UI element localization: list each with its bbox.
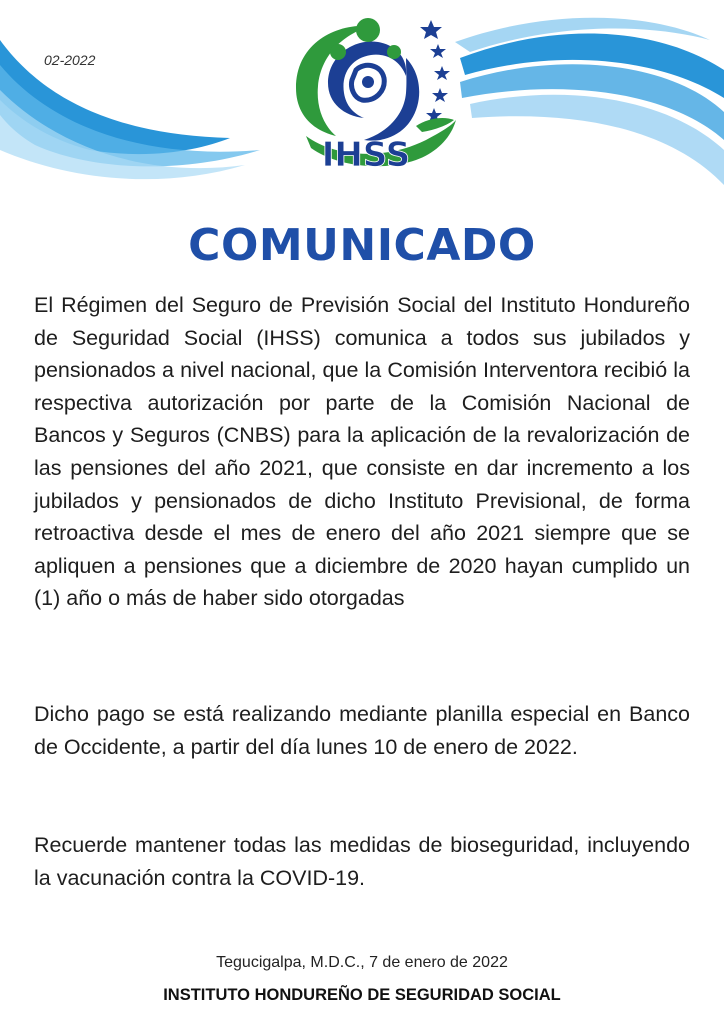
body-paragraph-2: Dicho pago se está realizando mediante planilla especial en Banco de Occidente, a partir del día lunes 10 de enero de 2022.	[34, 702, 690, 759]
body-paragraph-3: Recuerde mantener todas las medidas de bioseguridad, incluyendo la vacunación contra la COVID-19.	[34, 833, 690, 890]
place-and-date: Tegucigalpa, M.D.C., 7 de enero de 2022	[216, 954, 508, 971]
page-title: COMUNICADO	[188, 220, 536, 271]
ihss-logo-icon	[266, 8, 466, 178]
body-paragraph-1: El Régimen del Seguro de Previsión Social del Instituto Hondureño de Seguridad Social (IHSS) comunica a todos sus jubilados y pensionados a nivel nacional, que la Comisión Interventora recibió la respectiva autorización por parte de la Comisión Nacional de Bancos y Seguros (CNBS) para la aplicación de la revalorización de las pensiones del año 2021, que consiste en dar incremento a los jubilados y pensionados de dicho Instituto Previsional, de forma retroactiva desde el mes de enero del año 2021 siempre que se apliquen a pensiones que a diciembre de 2020 hayan cumplido un (1) año o más de haber sido otorgadas	[34, 293, 690, 611]
institution-name: INSTITUTO HONDUREÑO DE SEGURIDAD SOCIAL	[163, 986, 561, 1004]
logo-text: IHSS	[321, 135, 411, 175]
document-number: 02-2022	[44, 52, 96, 68]
